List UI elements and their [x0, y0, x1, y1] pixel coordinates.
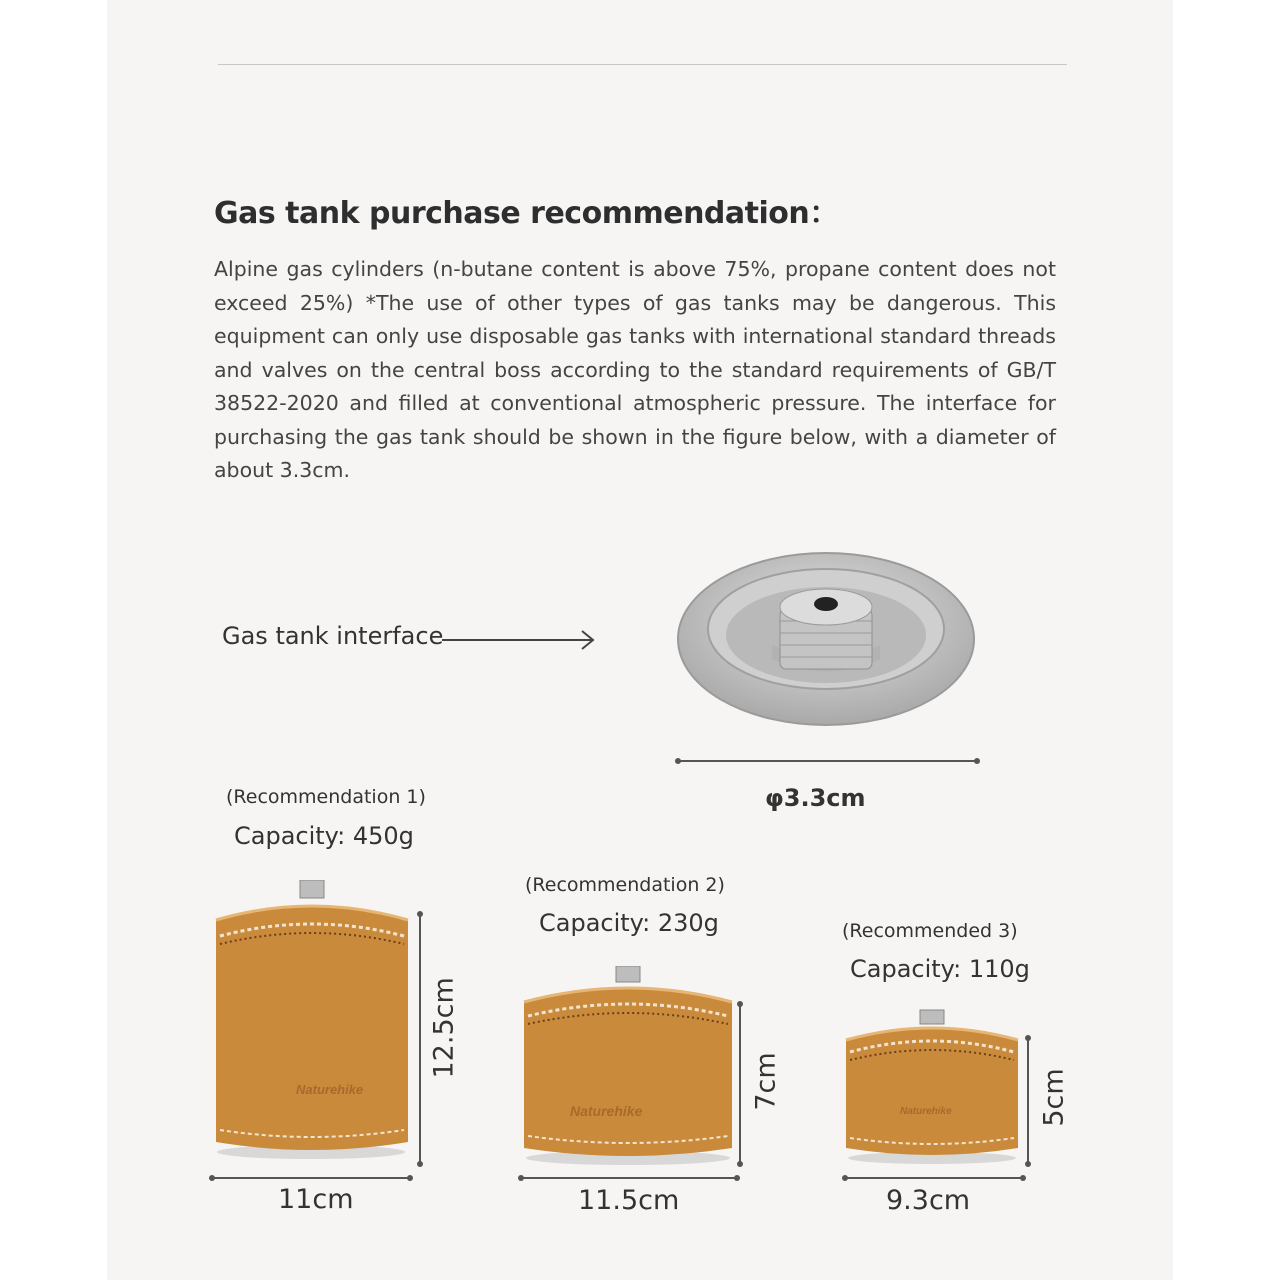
- rec3-width-line: [841, 1172, 1027, 1184]
- rec1-brand: Naturehike: [296, 1082, 364, 1097]
- rec2-width: 11.5cm: [578, 1185, 680, 1216]
- gas-tank-230g-image: [520, 966, 736, 1166]
- rec2-tag: (Recommendation 2): [525, 874, 725, 896]
- rec3-capacity: Capacity: 110g: [850, 955, 1030, 983]
- rec3-width: 9.3cm: [886, 1185, 971, 1216]
- rec1-tag: (Recommendation 1): [226, 786, 426, 808]
- rec3-brand: Naturehike: [900, 1106, 952, 1117]
- gas-tank-450g-image: [212, 880, 412, 1160]
- diameter-label: φ3.3cm: [765, 784, 866, 812]
- arrow-right-icon: [440, 627, 600, 653]
- rec3-tag: (Recommended 3): [842, 920, 1018, 942]
- rec3-height-line: [1022, 1034, 1034, 1168]
- page-title: Gas tank purchase recommendation：: [214, 196, 839, 231]
- rec1-width-line: [208, 1172, 414, 1184]
- rec1-capacity: Capacity: 450g: [234, 822, 414, 850]
- rec2-brand: Naturehike: [570, 1103, 643, 1119]
- diameter-dimension-line: [674, 755, 982, 767]
- gas-valve-image: [676, 549, 976, 729]
- rec3-height: 5cm: [1038, 1068, 1070, 1127]
- rec2-capacity: Capacity: 230g: [539, 909, 719, 937]
- description-paragraph: Alpine gas cylinders (n-butane content is above 75%, propane content does not exceed 25%) *The use of other types of gas tanks may be dangerous. This equipment can only use disposable gas tanks with international standard threads and valves on the central boss according to the standard requirements of GB/T 38522-2020 and filled at conventional atmospheric pressure. The interface for purchasing the gas tank should be shown in the figure below, with a diameter of about 3.3cm.: [214, 257, 1056, 482]
- interface-label: Gas tank interface: [222, 622, 444, 650]
- rec2-width-line: [517, 1172, 741, 1184]
- rec1-width: 11cm: [278, 1184, 354, 1215]
- gas-tank-110g-image: [842, 1008, 1022, 1166]
- top-divider: [218, 64, 1067, 65]
- rec1-height-line: [414, 910, 426, 1168]
- rec2-height-line: [734, 1000, 746, 1168]
- rec2-height: 7cm: [750, 1052, 782, 1111]
- rec1-height: 12.5cm: [428, 977, 460, 1079]
